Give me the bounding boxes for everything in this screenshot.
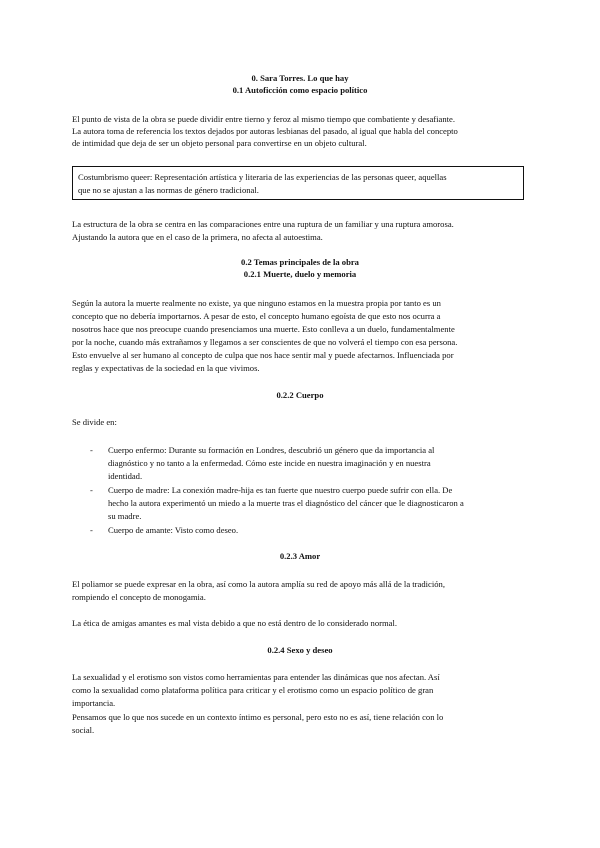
bullet-dash: -	[90, 445, 93, 455]
section-heading-0-2-2: 0.2.2 Cuerpo	[276, 390, 324, 400]
text-line: El punto de vista de la obra se puede dividir entre tierno y feroz al mismo tiempo que combatiente y desafiante.	[72, 114, 456, 124]
text-line: rompiendo el concepto de monogamia.	[72, 592, 206, 602]
bullet-dash: -	[90, 525, 93, 535]
text-line: La estructura de la obra se centra en las comparaciones entre una ruptura de un familiar y una ruptura amorosa.	[72, 219, 454, 229]
list-item-line: diagnóstico y no tanto a la enfermedad. Cómo este incide en nuestra imaginación y en nuestra	[108, 458, 431, 468]
text-line: Costumbrismo queer: Representación artística y literaria de las experiencias de las personas queer, aquellas	[78, 172, 447, 182]
text-line: por la noche, cuando más extrañamos y llegamos a ser conscientes de que no volverá el tiempo con esa persona.	[72, 337, 458, 347]
section-heading-0-1: 0.1 Autoficción como espacio político	[232, 85, 368, 95]
text-line: importancia.	[72, 698, 116, 708]
paragraph-divide: Se divide en:	[72, 417, 117, 427]
list-item-line: su madre.	[108, 511, 142, 521]
list-item-line: Cuerpo de madre: La conexión madre-hija es tan fuerte que nuestro cuerpo puede sufrir con ella. De	[108, 485, 453, 495]
text-line: social.	[72, 725, 95, 735]
text-line: que no se ajustan a las normas de género tradicional.	[78, 185, 259, 195]
definition-box	[72, 166, 524, 200]
text-line: de intimidad que deja de ser un objeto personal para convertirse en un objeto cultural.	[72, 138, 367, 148]
text-line: reglas y expectativas de la sociedad en la que vivimos.	[72, 363, 260, 373]
text-line: nosotros hace que nos preocupe cuando presenciamos una muerte. Esto conlleva a un duelo, fundamentalmente	[72, 324, 455, 334]
list-item-line: hecho la autora experimentó un miedo a la muerte tras el diagnóstico del cáncer que le diagnosticaron a	[108, 498, 464, 508]
text-line: El poliamor se puede expresar en la obra, así como la autora amplía su red de apoyo más allá de la tradición,	[72, 579, 445, 589]
section-heading-0-2-3: 0.2.3 Amor	[279, 551, 321, 561]
bullet-dash: -	[90, 485, 93, 495]
doc-title: 0. Sara Torres. Lo que hay	[251, 73, 349, 83]
text-line: La autora toma de referencia los textos dejados por autoras lesbianas del pasado, al igual que habla del concepto	[72, 126, 458, 136]
section-heading-0-2-4: 0.2.4 Sexo y deseo	[267, 645, 333, 655]
text-line: Esto envuelve al ser humano al concepto de culpa que nos hace sentir mal y puede afectarnos. Influenciada por	[72, 350, 454, 360]
text-line: como la sexualidad como plataforma política para criticar y el erotismo como un espacio político de gran	[72, 685, 434, 695]
text-line: La sexualidad y el erotismo son vistos como herramientas para entender las dinámicas que nos afectan. Así	[72, 672, 440, 682]
text-line: Según la autora la muerte realmente no existe, ya que ninguno estamos en la muestra propia por tanto es un	[72, 298, 441, 308]
text-line: Ajustando la autora que en el caso de la primera, no afecta al autoestima.	[72, 232, 323, 242]
section-heading-0-2: 0.2 Temas principales de la obra	[241, 257, 359, 267]
text-line: Pensamos que lo que nos sucede en un contexto íntimo es personal, pero esto no es así, tiene relación con lo	[72, 712, 444, 722]
paragraph-ethics: La ética de amigas amantes es mal vista debido a que no está dentro de lo considerado normal.	[72, 618, 398, 628]
list-item-line: Cuerpo enfermo: Durante su formación en Londres, descubrió un género que da importancia al	[108, 445, 435, 455]
list-item-line: Cuerpo de amante: Visto como deseo.	[108, 525, 239, 535]
section-heading-0-2-1: 0.2.1 Muerte, duelo y memoria	[243, 269, 357, 279]
text-line: concepto que no debería importarnos. A pesar de esto, el concepto humano egoísta de que esto nos ocurra a	[72, 311, 441, 321]
list-item-line: identidad.	[108, 471, 143, 481]
